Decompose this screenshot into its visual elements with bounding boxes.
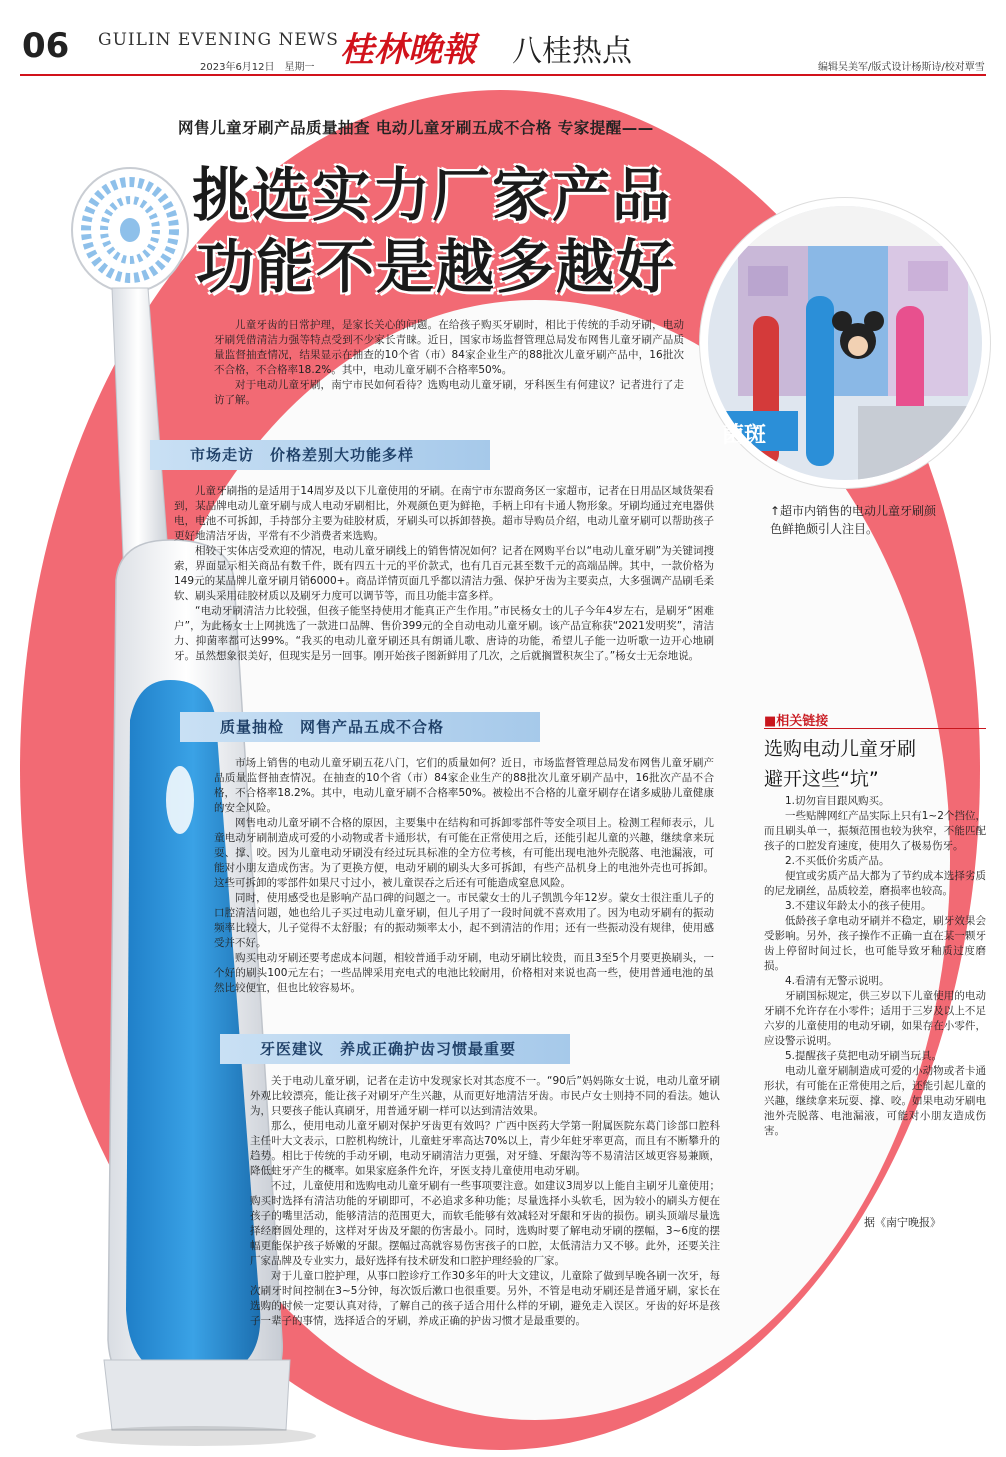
sidebar-paragraph: 便宜或劣质产品大都为了节约成本选择劣质的尼龙刷丝，品质较差，磨损率也较高。 bbox=[764, 870, 986, 897]
body-paragraph: “电动牙刷清洁力比较强，但孩子能坚持使用才能真正产生作用。”市民杨女士的儿子今年4岁左右，是刷牙“困难户”，为此杨女士上网挑选了一款进口品牌、售价399元的全自动电动儿童牙刷。该产品宣称获“2021发明奖”，清洁力、抑菌率都可达99%。“我买的电动儿童牙刷还具有朗诵儿歌、唐诗的功能，希望儿子能一边听歌一边开心地刷牙。虽然想象很美好，但现实是另一回事。刚开始孩子图新鲜用了几次，之后就搁置积灰尘了。”杨女士无奈地说。 bbox=[174, 605, 714, 662]
brush-head bbox=[72, 168, 188, 292]
sidebar-title-line: 避开这些“坑” bbox=[764, 768, 879, 790]
sidebar-title bbox=[764, 734, 916, 794]
body-paragraph: 关于电动儿童牙刷，记者在走访中发现家长对其态度不一。“90后”妈妈陈女士说，电动儿童牙刷外观比较漂亮，能让孩子对刷牙产生兴趣，从而更好地清洁牙齿。市民卢女士则持不同的看法。她认为，只要孩子能认真刷牙，用普通牙刷一样可以达到清洁效果。 bbox=[250, 1075, 720, 1117]
sidebar-paragraph: 4.看清有无警示说明。 bbox=[785, 975, 890, 987]
body-paragraph: 相较于实体店受欢迎的情况，电动儿童牙刷线上的销售情况如何？记者在网购平台以“电动儿童牙刷”为关键词搜索，界面显示相关商品有数千件，既有四五十元的平价款式，也有几百元甚至数千元的高端品牌。其中，一款价格为149元的某品牌儿童牙刷月销6000+。商品详情页面几乎都以清洁力强、保护牙齿为主要卖点，大多强调产品刷毛柔软、刷头采用硅胶材质以及刷牙力度可以调节等，而且功能丰富多样。 bbox=[174, 545, 714, 602]
section-title: 八桂热点 bbox=[512, 34, 632, 69]
sidebar-title-line: 选购电动儿童牙刷 bbox=[764, 738, 917, 760]
article-intro bbox=[214, 318, 684, 408]
page-number: 06 bbox=[22, 26, 70, 66]
sidebar-body bbox=[764, 794, 986, 1139]
sidebar-label: ■相关链接 bbox=[764, 714, 829, 729]
section-body-quality-check bbox=[214, 756, 714, 996]
sidebar-paragraph: 电动儿童牙刷制造成可爱的小动物或者卡通形状，有可能在正常使用之后，还能引起儿童的兴趣，继续拿来玩耍、撑、咬。如果电动牙刷电池外壳脱落、电池漏液，可能对小朋友造成伤害。 bbox=[764, 1065, 986, 1137]
sidebar-paragraph: 3.不建议年龄太小的孩子使用。 bbox=[785, 900, 932, 912]
section-heading-quality-check: 质量抽检 网售产品五成不合格 bbox=[180, 712, 540, 742]
headline-kicker: 网售儿童牙刷产品质量抽查 电动儿童牙刷五成不合格 专家提醒—— bbox=[178, 119, 654, 137]
header-divider bbox=[20, 74, 986, 76]
headline-line-2: 功能不是越多越好 bbox=[196, 233, 677, 301]
headline-line-1: 挑选实力厂家产品 bbox=[192, 161, 673, 229]
sidebar-paragraph: 一些贴牌网红产品实际上只有1~2个挡位，而且刷头单一，振频范围也较为狭窄，不能匹配孩子的口腔发育速度，使用久了极易伤牙。 bbox=[764, 810, 986, 852]
section-heading-market-visit: 市场走访 价格差别大功能多样 bbox=[150, 440, 490, 470]
photo-caption: ↑超市内销售的电动儿童牙刷颜色鲜艳颇引人注目。 bbox=[770, 504, 937, 536]
photo-sign-text: 菌斑 bbox=[722, 423, 767, 448]
sidebar-paragraph: 5.提醒孩子莫把电动牙刷当玩具。 bbox=[785, 1050, 943, 1062]
section-body-dentist-advice bbox=[250, 1074, 720, 1329]
body-paragraph: 儿童牙刷指的是适用于14周岁及以下儿童使用的牙刷。在南宁市东盟商务区一家超市，记者在日用品区域货架看到，某品牌电动儿童牙刷与成人电动牙刷相比，外观颜色更为鲜艳，手柄上印有卡通人物形象。牙刷均通过充电器供电，电池不可拆卸，手持部分主要为硅胶材质，牙刷头可以拆卸替换。超市导购员介绍，电动儿童牙刷可以帮助孩子更好地清洁牙齿，平常有不少消费者来选购。 bbox=[174, 485, 714, 542]
body-paragraph: 那么，使用电动儿童牙刷对保护牙齿更有效吗？广西中医药大学第一附属医院东葛门诊部口腔科主任叶大文表示，口腔机构统计，儿童蛀牙率高达70%以上，青少年蛀牙率更高，而且有不断攀升的趋势。相比于传统的手动牙刷，电动牙刷清洁力更强，对牙缝、牙龈沟等不易清洁区域更容易兼顾，降低蛀牙产生的概率。如果家庭条件允许，牙医支持儿童使用电动牙刷。 bbox=[250, 1120, 720, 1177]
body-paragraph: 网售电动儿童牙刷不合格的原因，主要集中在结构和可拆卸零部件等安全项目上。检测工程师表示，儿童电动牙刷制造成可爱的小动物或者卡通形状，有可能在正常使用之后，还能引起儿童的兴趣，继续拿来玩耍、撑、咬。因为儿童电动牙刷没有经过玩具标准的全方位考核，有可能出现电池外壳脱落、电池漏液，可能对小朋友造成伤害。为了更换方便，电动牙刷的刷头大多可拆卸，有些产品机身上的电池外壳也可拆卸。这些可拆卸的零部件如果尺寸过小，被儿童误吞之后还有可能造成窒息风险。 bbox=[214, 817, 714, 889]
body-paragraph: 同时，使用感受也是影响产品口碑的问题之一。市民蒙女士的儿子凯凯今年12岁。蒙女士很注重儿子的口腔清洁问题，她也给儿子买过电动儿童牙刷，但儿子用了一段时间就不喜欢用了。因为电动牙刷有的振动频率比较大，儿子觉得不太舒服；有的振动频率太小，起不到清洁的作用；还有一些振动没有规律，使用感受并不好。 bbox=[214, 892, 714, 949]
sidebar-paragraph: 牙刷国标规定，供三岁以下儿童使用的电动牙刷不允许存在小零件；适用于三岁及以上不足六岁的儿童使用的电动牙刷，如果存在小零件，应设警示说明。 bbox=[764, 990, 986, 1047]
editor-credits: 编辑吴美军/版式设计杨斯诗/校对覃雪 bbox=[818, 62, 985, 73]
paper-name-english: GUILIN EVENING NEWS bbox=[98, 30, 339, 50]
sidebar-paragraph: 1.切勿盲目跟风购买。 bbox=[785, 795, 890, 807]
body-paragraph: 对于儿童口腔护理，从事口腔诊疗工作30多年的叶大文建议，儿童除了做到早晚各刷一次牙，每次刷牙时间控制在3~5分钟，每次饭后漱口也很重要。另外，不管是电动牙刷还是普通牙刷，家长在选购的时候一定要认真对待，了解自己的孩子适合用什么样的牙刷，避免走入误区。牙齿的好坏是孩子一辈子的事情，选择适合的牙刷，养成正确的护齿习惯才是最重要的。 bbox=[250, 1270, 720, 1327]
sidebar-paragraph: 2.不买低价劣质产品。 bbox=[785, 855, 890, 867]
paper-logo: 桂林晚報 bbox=[340, 30, 476, 70]
sidebar-source: 据《南宁晚报》 bbox=[864, 1216, 941, 1229]
body-paragraph: 不过，儿童使用和选购电动儿童牙刷有一些事项要注意。如建议3周岁以上能自主刷牙儿童使用；购买时选择有清洁功能的牙刷即可，不必追求多种功能；尽量选择小头软毛，因为较小的刷头方便在孩子的嘴里活动，能够清洁的范围更大，而软毛能够有效减轻对牙龈和牙齿的损伤。刷头顶端尽量选择经磨圆处理的，这样对牙齿及牙龈的伤害最小。同时，选购时要了解电动牙刷的摆幅，3~6度的摆幅更能保护孩子娇嫩的牙龈。摆幅过高就容易伤害孩子的口腔，太低清洁力又不够。此外，还要关注厂家品牌及专业实力，最好选择有技术研发和口腔护理经验的厂家。 bbox=[250, 1180, 720, 1267]
page-margin bbox=[0, 90, 20, 1457]
sidebar-divider bbox=[764, 728, 986, 729]
section-heading-dentist-advice: 牙医建议 养成正确护齿习惯最重要 bbox=[220, 1034, 570, 1064]
body-paragraph: 市场上销售的电动儿童牙刷五花八门，它们的质量如何？近日，市场监督管理总局发布网售儿童牙刷产品质量监督抽查情况。在抽查的10个省（市）84家企业生产的88批次儿童牙刷产品中，16批次产品不合格，不合格率18.2%。其中，电动儿童牙刷不合格率50%。被检出不合格的儿童牙刷存在诸多威胁儿童健康的安全风险。 bbox=[214, 757, 714, 814]
issue-date: 2023年6月12日 星期一 bbox=[200, 62, 315, 73]
intro-paragraph: 儿童牙齿的日常护理，是家长关心的问题。在给孩子购买牙刷时，相比于传统的手动牙刷，电动牙刷凭借清洁力强等特点受到不少家长青睐。近日，国家市场监督管理总局发布网售儿童牙刷产品质量监督抽查情况，结果显示在抽查的10个省（市）84家企业生产的88批次儿童牙刷产品中，16批次不合格，不合格率18.2%。其中，电动儿童牙刷不合格率50%。 bbox=[214, 319, 684, 376]
body-paragraph: 购买电动牙刷还要考虑成本问题，相较普通手动牙刷，电动牙刷比较贵，而且3至5个月要更换刷头，一个好的刷头100元左右；一些品牌采用充电式的电池比较耐用，价格相对来说也高一些，使用普通电池的虽然比较便宜，但也比较容易坏。 bbox=[214, 952, 714, 994]
section-body-market-visit bbox=[174, 484, 714, 664]
intro-paragraph: 对于电动儿童牙刷，南宁市民如何看待？选购电动儿童牙刷，牙科医生有何建议？记者进行了走访了解。 bbox=[214, 379, 684, 406]
sidebar-paragraph: 低龄孩子拿电动牙刷并不稳定，刷牙效果会受影响。另外，孩子操作不正确一直在某一颗牙齿上停留时间过长，也可能导致牙釉质过度磨损。 bbox=[764, 915, 986, 972]
